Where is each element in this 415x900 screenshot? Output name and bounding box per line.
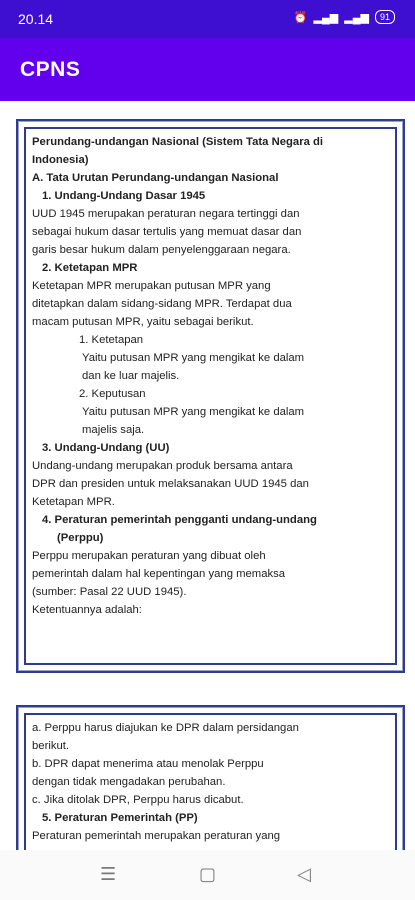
subheading-3: 3. Undang-Undang (UU)	[42, 442, 170, 454]
doc-title-cont: Indonesia)	[32, 154, 89, 166]
subheading-4-cont: (Perppu)	[57, 532, 104, 544]
doc-title: Perundang-undangan Nasional (Sistem Tata Negara di	[32, 136, 324, 148]
list-item: a. Perppu harus diajukan ke DPR dalam persidangan	[32, 722, 299, 734]
signal-icon-2: ▂▄▆	[344, 11, 369, 24]
list-item-text: dan ke luar majelis.	[82, 370, 180, 382]
paragraph-line: Peraturan pemerintah merupakan peraturan yang	[32, 830, 281, 842]
subheading-5: 5. Peraturan Pemerintah (PP)	[42, 812, 198, 824]
navigation-bar	[0, 850, 415, 900]
menu-icon[interactable]: ☰	[100, 864, 117, 884]
status-bar	[0, 0, 415, 38]
paragraph-line: macam putusan MPR, yaitu sebagai berikut.	[32, 316, 254, 328]
back-icon[interactable]: ◁	[297, 864, 311, 884]
home-icon[interactable]: ▢	[199, 864, 217, 884]
list-item: b. DPR dapat menerima atau menolak Perppu	[32, 758, 264, 770]
list-item-text: majelis saja.	[82, 424, 145, 436]
alarm-icon: ⏰	[293, 11, 308, 24]
paragraph-line: Undang-undang merupakan produk bersama antara	[32, 460, 293, 472]
list-item-text: Yaitu putusan MPR yang mengikat ke dalam	[82, 352, 305, 364]
status-icons	[294, 10, 395, 24]
subheading-1: 1. Undang-Undang Dasar 1945	[42, 190, 206, 202]
signal-icon: ▂▄▆	[313, 11, 339, 24]
paragraph-line: sebagai hukum dasar tertulis yang memuat dasar dan	[32, 226, 302, 238]
section-heading: A. Tata Urutan Perundang-undangan Nasional	[32, 172, 279, 184]
subheading-4: 4. Peraturan pemerintah pengganti undang-undang	[42, 514, 317, 526]
paragraph-line: (sumber: Pasal 22 UUD 1945).	[32, 586, 187, 598]
app-title: CPNS	[20, 58, 81, 81]
battery-icon: 91	[375, 10, 395, 24]
paragraph-line: Ketetapan MPR.	[32, 496, 115, 508]
paragraph-line: UUD 1945 merupakan peraturan negara tertinggi dan	[32, 208, 300, 220]
list-item: 1. Ketetapan	[79, 334, 144, 346]
paragraph-line: Ketentuannya adalah:	[32, 604, 142, 616]
list-item-text: berikut.	[32, 740, 70, 752]
paragraph-line: garis besar hukum dalam penyelenggaraan negara.	[32, 244, 291, 256]
app-bar	[0, 38, 415, 101]
paragraph-line: Perppu merupakan peraturan yang dibuat oleh	[32, 550, 266, 562]
list-item: 2. Keputusan	[79, 388, 146, 400]
paragraph-line: Ketetapan MPR merupakan putusan MPR yang	[32, 280, 271, 292]
page-scroll-view[interactable]	[0, 101, 415, 850]
status-time: 20.14	[18, 11, 54, 27]
page-1-text	[32, 133, 385, 619]
paragraph-line: ditetapkan dalam sidang-sidang MPR. Terdapat dua	[32, 298, 292, 310]
page-2-text	[32, 719, 385, 845]
paragraph-line: pemerintah dalam hal kepentingan yang memaksa	[32, 568, 286, 580]
paragraph-line: DPR dan presiden untuk melaksanakan UUD 1945 dan	[32, 478, 309, 490]
list-item: c. Jika ditolak DPR, Perppu harus dicabut.	[32, 794, 244, 806]
subheading-2: 2. Ketetapan MPR	[42, 262, 138, 274]
list-item-text: Yaitu putusan MPR yang mengikat ke dalam	[82, 406, 305, 418]
list-item-text: dengan tidak mengadakan perubahan.	[32, 776, 226, 788]
